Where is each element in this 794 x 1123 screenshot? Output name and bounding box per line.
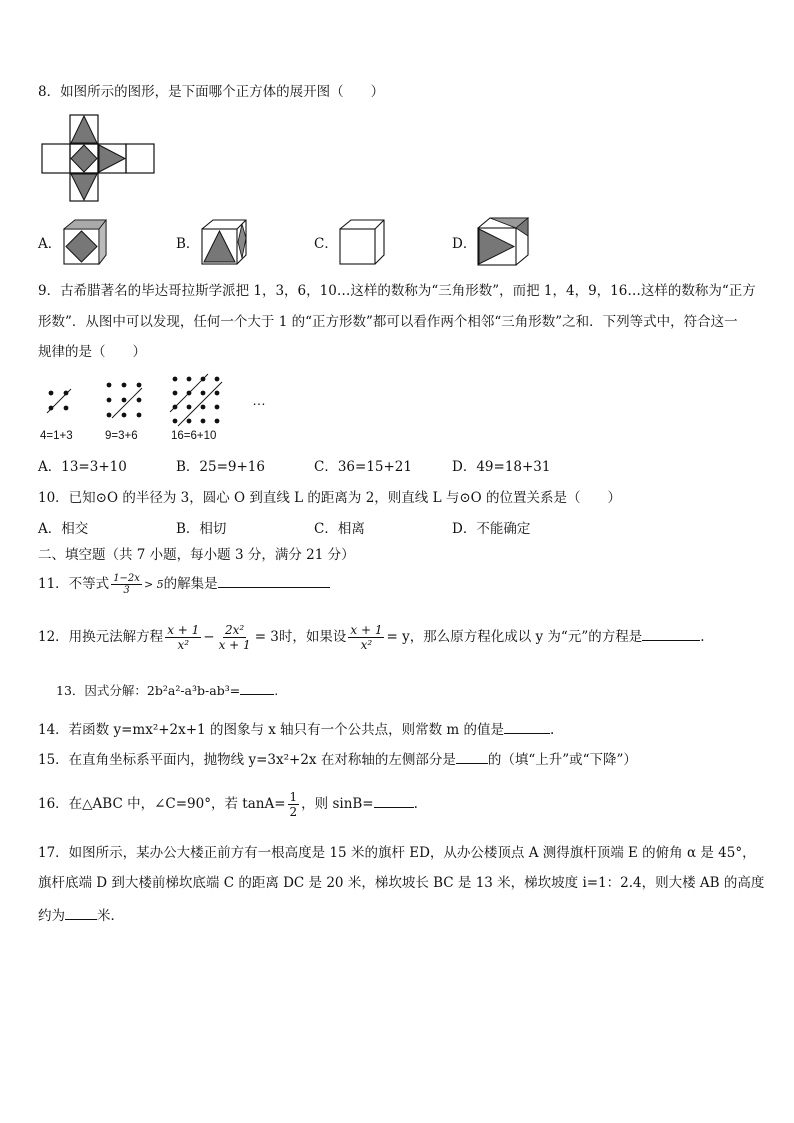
q14-text: 14．若函数 y=mx²+2x+1 的图象与 x 轴只有一个公共点，则常数 m 的值是 — [38, 722, 505, 738]
q8-option-d[interactable]: D． — [452, 236, 477, 252]
q17-line2: 旗杆底端 D 到大楼前梯坎底端 C 的距离 DC 是 20 米，梯坎坡长 BC 是 13 米，梯坎坡度 i=1：2.4，则大楼 AB 的高度 — [38, 875, 765, 891]
dot-label-16: 16=6+10 — [171, 430, 217, 442]
dot-pattern-16 — [168, 372, 226, 430]
q8-option-a[interactable]: A． — [38, 236, 62, 252]
q12-f3-num: x + 1 — [350, 623, 383, 637]
q13 — [56, 680, 278, 700]
q11-fraction — [111, 573, 142, 596]
q12 — [38, 618, 705, 656]
q17-line3-suffix: 米． — [97, 908, 124, 924]
q13-text: 13．因式分解：2b²a²-a³b-ab³= — [56, 683, 241, 698]
q11 — [38, 570, 330, 599]
q11-suffix: 的解集是 — [163, 576, 218, 592]
q12-f1-den: x² — [177, 638, 190, 652]
q9-option-a[interactable]: A．13=3+10 — [38, 459, 127, 475]
q12-prefix: 12．用换元法解方程 — [38, 629, 164, 645]
q9-option-b[interactable]: B．25=9+16 — [176, 459, 265, 475]
q15-text: 15．在直角坐标系平面内，抛物线 y=3x²+2x 在对称轴的左侧部分是 — [38, 752, 456, 768]
q8-option-c-cube — [336, 218, 388, 268]
q14 — [38, 719, 554, 739]
dot-label-4: 4=1+3 — [40, 430, 73, 442]
q12-f3-den: x² — [360, 638, 373, 652]
q15-suffix: 的（填“上升”或“下降”） — [487, 752, 637, 768]
q11-answer-blank[interactable] — [218, 573, 330, 588]
q8-option-d-cube — [474, 216, 530, 268]
q8-option-b-cube — [198, 218, 250, 268]
q9-stem-line2: 形数”．从图中可以发现，任何一个大于 1 的“正方形数”都可以看作两个相邻“三角形数”之和．下列等式中，符合这一 — [38, 314, 738, 330]
dot-label-9: 9=3+6 — [105, 430, 138, 442]
q16-fraction — [288, 790, 300, 819]
q11-gt: > 5 — [143, 578, 164, 591]
q16 — [38, 786, 418, 822]
q10-option-c[interactable]: C．相离 — [314, 521, 365, 537]
q13-end: . — [274, 683, 279, 698]
dot-ellipsis: … — [252, 392, 266, 408]
q17-line3-prefix: 约为 — [38, 908, 65, 924]
q10-option-a[interactable]: A．相交 — [38, 521, 89, 537]
q12-eq3: = 3时，如果设 — [254, 629, 347, 645]
q12-frac1 — [165, 623, 201, 652]
q10-stem: 10．已知⊙O 的半径为 3，圆心 O 到直线 L 的距离为 2，则直线 L 与⊙O 的位置关系是（ ） — [38, 490, 622, 506]
q16-answer-blank[interactable] — [374, 793, 414, 808]
q9-stem-line3: 规律的是（ ） — [38, 344, 146, 360]
q12-frac2 — [217, 623, 253, 652]
q12-f1-num: x + 1 — [167, 623, 200, 637]
q8-stem: 8．如图所示的图形，是下面哪个正方体的展开图（ ） — [38, 84, 385, 100]
q10-option-b[interactable]: B．相切 — [176, 521, 227, 537]
q12-f2-den: x + 1 — [218, 638, 251, 652]
q16-end: . — [413, 796, 418, 812]
q11-prefix: 11．不等式 — [38, 576, 110, 592]
q11-frac-den: 3 — [123, 585, 130, 596]
q8-option-c[interactable]: C． — [314, 236, 338, 252]
q8-option-b[interactable]: B． — [176, 236, 200, 252]
q10-option-d[interactable]: D．不能确定 — [452, 521, 531, 537]
cube-net-figure — [40, 113, 156, 203]
q16-num: 1 — [289, 790, 298, 804]
q12-f2-num: 2x² — [225, 623, 245, 637]
q12-eq-y: = y，那么原方程化成以 y 为“元”的方程是 — [386, 629, 643, 645]
section-heading: 二、填空题（共 7 小题，每小题 3 分，满分 21 分） — [38, 547, 355, 563]
q16-suffix: ，则 sinB= — [301, 796, 374, 812]
dot-pattern-9 — [102, 378, 146, 422]
q9-stem-line1: 9．古希腊著名的毕达哥拉斯学派把 1，3，6，10…这样的数称为“三角形数”，而把 1，4，9，16…这样的数称为“正方 — [38, 283, 756, 299]
q9-option-c[interactable]: C．36=15+21 — [314, 459, 412, 475]
q12-answer-blank[interactable] — [642, 626, 700, 641]
q17-answer-blank[interactable] — [65, 905, 97, 920]
dot-pattern-4 — [44, 386, 74, 416]
q16-prefix: 16．在△ABC 中，∠C=90°，若 tanA= — [38, 796, 286, 812]
q11-frac-num: 1−2x — [113, 573, 140, 584]
q15-answer-blank[interactable] — [456, 749, 488, 764]
q16-den: 2 — [289, 805, 298, 819]
q14-answer-blank[interactable] — [504, 719, 550, 734]
q14-end: . — [550, 722, 555, 738]
q8-option-a-cube — [60, 218, 110, 268]
q17-line3 — [38, 905, 124, 925]
q17-line1: 17．如图所示，某办公大楼正前方有一根高度是 15 米的旗杆 ED，从办公楼顶点 A 测得旗杆顶端 E 的俯角 α 是 45°， — [38, 845, 756, 861]
q12-end: . — [700, 629, 705, 645]
q9-option-d[interactable]: D．49=18+31 — [452, 459, 551, 475]
q12-minus: − — [203, 629, 215, 645]
q12-frac3 — [348, 623, 384, 652]
q15 — [38, 749, 637, 769]
q13-answer-blank[interactable] — [240, 680, 274, 695]
